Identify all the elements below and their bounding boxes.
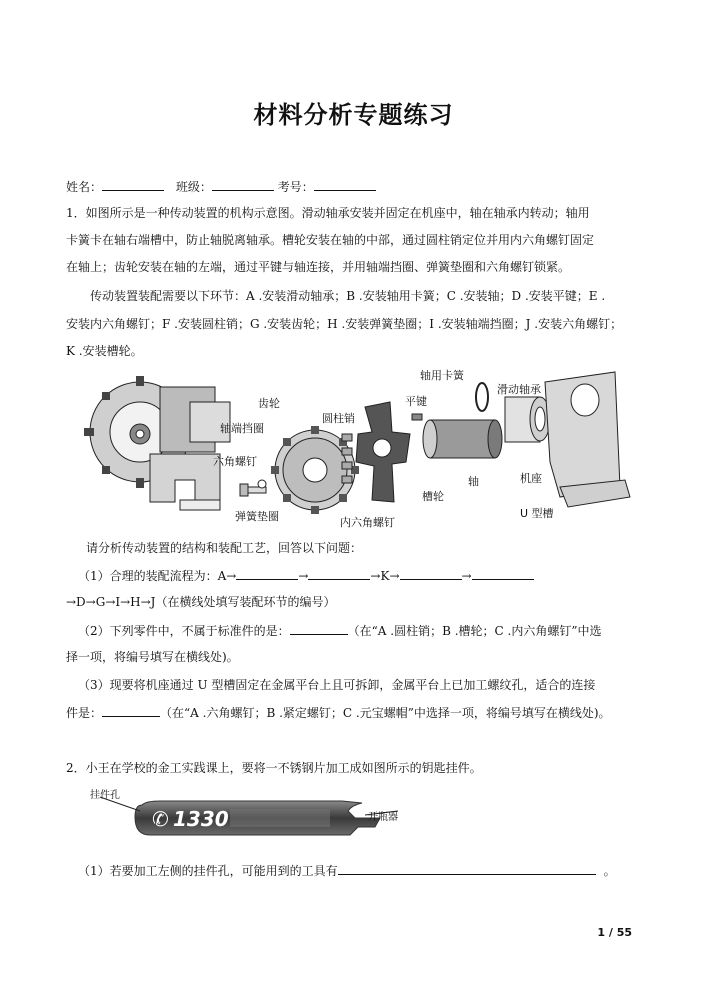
q2-sub1-blank[interactable] xyxy=(338,862,596,875)
q1-sub1-text-k: →K→ xyxy=(370,569,400,583)
label-sliding-bearing: 滑动轴承 xyxy=(497,383,541,396)
q1-sub1-blank-1[interactable] xyxy=(236,567,298,580)
q1-sub1-blank-3[interactable] xyxy=(400,567,462,580)
label-shaft-circlip: 轴用卡簧 xyxy=(420,369,464,382)
exam-blank[interactable] xyxy=(314,178,376,191)
circlip-part xyxy=(476,383,488,411)
q2-line-1: 2．小王在学校的金工实践课上，要将一不锈钢片加工成如图所示的钥匙挂件。 xyxy=(66,761,482,775)
q1-line-5: 安装内六角螺钉；F .安装圆柱销；G .安装齿轮；H .安装弹簧垫圈；I .安装轴端挡圈；J .安装六角螺钉； xyxy=(66,317,623,331)
q1-sub3-line2 xyxy=(66,704,646,721)
q2-sub1-line xyxy=(78,862,658,879)
q1-sub2-line2: 择一项，将编号填写在横线处)。 xyxy=(66,650,239,664)
q1-sub1-text-a: （1）合理的装配流程为：A→ xyxy=(78,569,237,583)
q1-sub3-text-c: （在“A .六角螺钉；B .紧定螺钉；C .元宝螺帽”中选择一项，将编号填写在横线处)。 xyxy=(160,706,611,720)
label-opener: 开瓶器 xyxy=(368,812,398,823)
q1-sub3-line1: （3）现要将机座通过 U 型槽固定在金属平台上且可拆卸，金属平台上已加工螺纹孔，适合的连接 xyxy=(78,678,596,692)
q1-sub2-line1 xyxy=(78,622,658,639)
q1-sub3-blank[interactable] xyxy=(102,704,160,717)
label-hex-screw: 六角螺钉 xyxy=(213,455,257,468)
q1-prompt: 请分析传动装置的结构和装配工艺，回答以下问题： xyxy=(86,541,363,555)
q1-sub2-text-b: （在“A .圆柱销；B .槽轮；C .内六角螺钉”中选 xyxy=(347,624,602,638)
label-socket-screw: 内六角螺钉 xyxy=(340,516,395,529)
class-blank[interactable] xyxy=(212,178,274,191)
label-gear: 齿轮 xyxy=(258,397,280,410)
exam-label: 考号： xyxy=(277,180,314,194)
page-number: 1 / 55 xyxy=(597,926,632,939)
q1-sub2-text-a: （2）下列零件中，不属于标准件的是： xyxy=(78,624,290,638)
q1-sub1-arrow-1: → xyxy=(298,569,309,583)
q1-line-6: K .安装槽轮。 xyxy=(66,344,143,358)
label-hole: 挂件孔 xyxy=(90,790,120,801)
label-flat-key: 平键 xyxy=(405,395,427,408)
assembled-device-drawing xyxy=(84,376,230,510)
label-end-washer: 轴端挡圈 xyxy=(220,422,264,435)
label-slot-wheel: 槽轮 xyxy=(422,490,444,503)
q1-sub3-text-b: 件是： xyxy=(66,706,103,720)
q1-sub1-blank-4[interactable] xyxy=(472,567,534,580)
blurred-area xyxy=(230,809,330,827)
sliding-bearing-part xyxy=(505,397,550,442)
q1-line-1: 1．如图所示是一种传动装置的机构示意图。滑动轴承安装并固定在机座中，轴在轴承内转动；轴用 xyxy=(66,206,590,220)
q2-sub1-end: 。 xyxy=(603,864,616,878)
q1-sub1-blank-2[interactable] xyxy=(308,567,370,580)
name-label: 姓名： xyxy=(66,180,103,194)
q1-line-3: 在轴上；齿轮安装在轴的左端，通过平键与轴连接，并用轴端挡圈、弹簧垫圈和六角螺钉锁紧。 xyxy=(66,260,571,274)
phone-icon: ✆ xyxy=(152,807,169,831)
q1-line-2: 卡簧卡在轴右端槽中，防止轴脱离轴承。槽轮安装在轴的中部，通过圆柱销定位并用内六角螺钉固定 xyxy=(66,233,595,247)
q2-sub1-text: （1）若要加工左侧的挂件孔，可能用到的工具有 xyxy=(78,864,338,878)
label-spring-washer: 弹簧垫圈 xyxy=(235,510,279,523)
class-label: 班级： xyxy=(175,180,212,194)
label-u-slot: U 型槽 xyxy=(520,507,554,520)
name-blank[interactable] xyxy=(102,178,164,191)
page-title: 材料分析专题练习 xyxy=(253,101,454,129)
student-info-row xyxy=(66,178,646,195)
label-pin: 圆柱销 xyxy=(322,412,355,425)
label-shaft: 轴 xyxy=(468,475,479,488)
q1-sub1-line2: →D→G→I→H→J（在横线处填写装配环节的编号） xyxy=(66,595,336,609)
shaft-part xyxy=(423,420,502,458)
q1-line-4: 传动装置装配需要以下环节：A .安装滑动轴承；B .安装轴用卡簧；C .安装轴；D .安装平键；E . xyxy=(90,289,606,303)
hex-screw-part xyxy=(240,480,266,496)
engraved-number: 1330 xyxy=(173,807,229,831)
q1-sub1-line1 xyxy=(78,567,658,584)
q1-sub2-blank[interactable] xyxy=(290,622,348,635)
slot-wheel-part xyxy=(356,402,410,502)
base-part xyxy=(545,372,630,507)
label-base: 机座 xyxy=(520,472,542,485)
transmission-device-figure xyxy=(80,362,660,532)
flat-key-part xyxy=(412,414,422,420)
q1-sub1-arrow-2: → xyxy=(461,569,472,583)
